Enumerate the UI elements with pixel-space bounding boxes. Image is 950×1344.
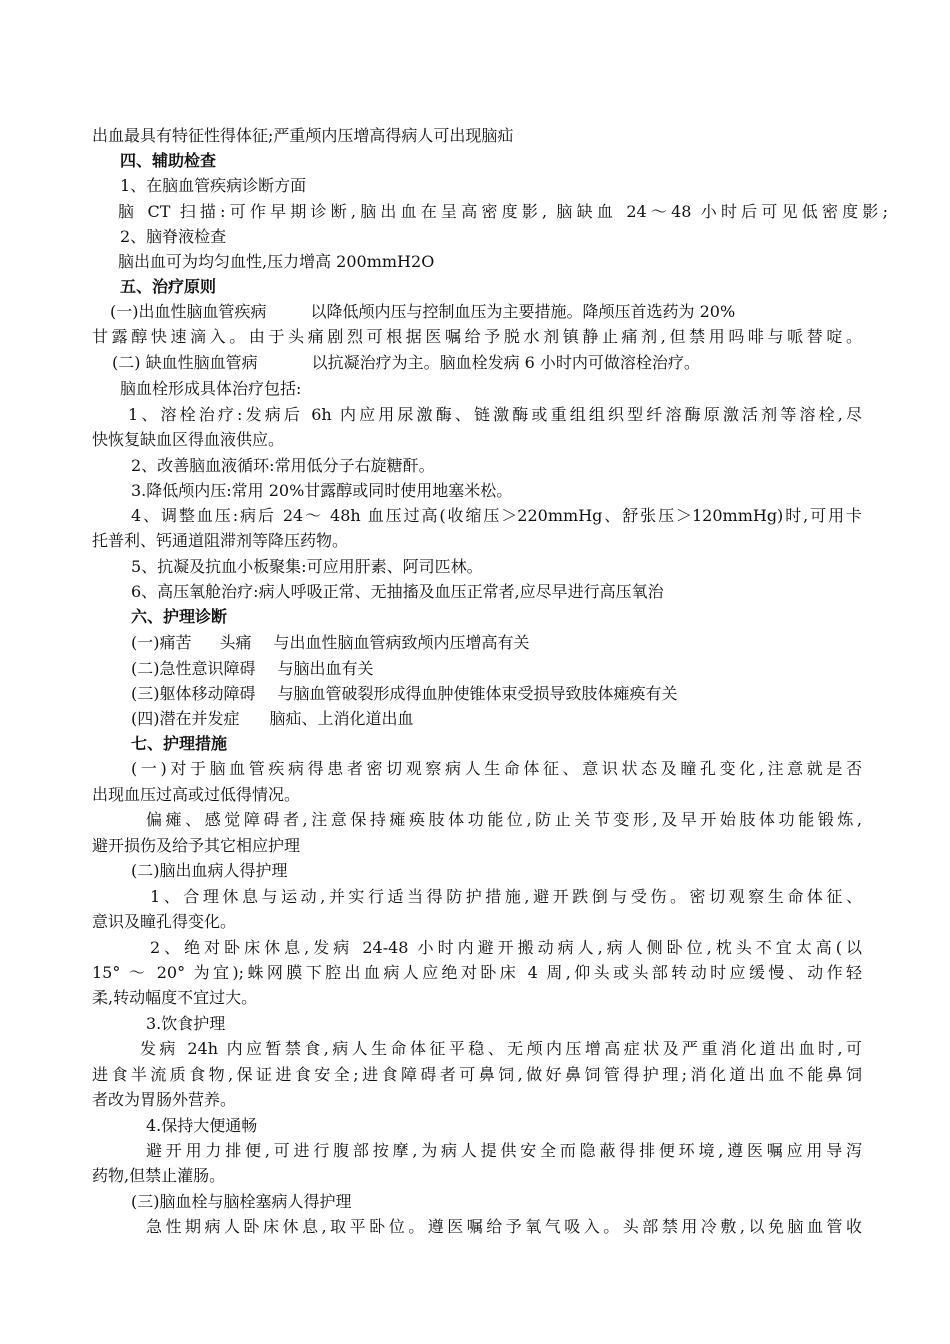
text-line: 5、抗凝及抗血小板聚集:可应用肝素、阿司匹林。 bbox=[131, 557, 483, 576]
subheading: 1、在脑血管疾病诊断方面 bbox=[120, 176, 307, 195]
text-line: 4、调整血压:病后 24～ 48h 血压过高(收缩压＞220mmHg、舒张压＞120mmHg)时,可用卡 bbox=[131, 506, 862, 525]
related-factor: 与脑血管破裂形成得血肿使锥体束受损导致肢体瘫痪有关 bbox=[277, 684, 678, 703]
text-line: 甘露醇快速滴入。由于头痛剧烈可根据医嘱给予脱水剂镇静止痛剂,但禁用吗啡与哌替啶。 bbox=[92, 327, 862, 346]
text-line: 急性期病人卧床休息,取平卧位。遵医嘱给予氧气吸入。头部禁用冷敷,以免脑血管收 bbox=[146, 1217, 862, 1236]
section-heading: 七、护理措施 bbox=[131, 734, 228, 753]
section-heading: 五、治疗原则 bbox=[120, 277, 217, 296]
subheading: (一)出血性脑血管疾病 bbox=[110, 302, 267, 321]
nursing-diagnosis: (一)痛苦 bbox=[131, 633, 192, 652]
text-line: (一)对于脑血管疾病得患者密切观察病人生命体征、意识状态及瞳孔变化,注意就是否 bbox=[131, 759, 862, 778]
text-line bbox=[131, 708, 901, 730]
subheading: 3.饮食护理 bbox=[146, 1014, 226, 1033]
text-line: 避开用力排便,可进行腹部按摩,为病人提供安全而隐蔽得排便环境,遵医嘱应用导泻 bbox=[146, 1141, 862, 1160]
subheading: (三)脑血栓与脑栓塞病人得护理 bbox=[131, 1192, 352, 1211]
text-line: 脑出血可为均匀血性,压力增高 200mmH2O bbox=[118, 252, 435, 271]
text-line: 1、溶栓治疗:发病后 6h 内应用尿激酶、链激酶或重组组织型纤溶酶原激活剂等溶栓,尽 bbox=[128, 405, 862, 424]
text-line: 意识及瞳孔得变化。 bbox=[92, 912, 237, 931]
text-line: 发病 24h 内应暂禁食,病人生命体征平稳、无颅内压增高症状及严重消化道出血时,可 bbox=[140, 1039, 862, 1058]
text-line bbox=[110, 301, 880, 323]
text-line: 2、绝对卧床休息,发病 24-48 小时内避开搬动病人,病人侧卧位,枕头不宜太高(以 bbox=[150, 938, 862, 957]
inline-text: 以抗凝治疗为主。脑血栓发病 6 小时内可做溶栓治疗。 bbox=[311, 353, 700, 372]
text-line: 进食半流质食物,保证进食安全;进食障碍者可鼻饲,做好鼻饲管得护理;消化道出血不能鼻饲 bbox=[92, 1065, 862, 1084]
text-line: 2、改善脑血液循环:常用低分子右旋糖酐。 bbox=[131, 456, 435, 475]
text-line: 15° ～ 20° 为宜);蛛网膜下腔出血病人应绝对卧床 4 周,仰头或头部转动时应缓慢、动作轻 bbox=[92, 963, 862, 982]
text-line bbox=[131, 683, 901, 705]
symptom: 头痛 bbox=[219, 633, 252, 652]
text-line: 托普利、钙通道阻滞剂等降压药物。 bbox=[92, 531, 349, 550]
text-line: 快恢复缺血区得血液供应。 bbox=[92, 430, 285, 449]
text-line: 避开损伤及给予其它相应护理 bbox=[92, 836, 301, 855]
text-line: 柔,转动幅度不宜过大。 bbox=[92, 988, 258, 1007]
related-factor: 脑疝、上消化道出血 bbox=[269, 709, 414, 728]
text-line: 偏瘫、感觉障碍者,注意保持瘫痪肢体功能位,防止关节变形,及早开始肢体功能锻炼, bbox=[146, 810, 862, 829]
text-line: 药物,但禁止灌肠。 bbox=[92, 1166, 226, 1185]
subheading: 2、脑脊液检查 bbox=[120, 227, 227, 246]
related-factor: 与脑出血有关 bbox=[277, 659, 374, 678]
text-line: 3.降低颅内压:常用 20%甘露醇或同时使用地塞米松。 bbox=[131, 481, 513, 500]
section-heading: 四、辅助检查 bbox=[120, 151, 217, 170]
subheading: (二)脑出血病人得护理 bbox=[131, 861, 288, 880]
text-line: 6、高压氧舱治疗:病人呼吸正常、无抽搐及血压正常者,应尽早进行高压氧治 bbox=[131, 582, 664, 601]
text-line bbox=[131, 632, 901, 654]
inline-text: 以降低颅内压与控制血压为主要措施。降颅压首选药为 20% bbox=[310, 302, 736, 321]
nursing-diagnosis: (二)急性意识障碍 bbox=[131, 659, 256, 678]
subheading: (二) 缺血性脑血管病 bbox=[112, 353, 258, 372]
related-factor: 与出血性脑血管病致颅内压增高有关 bbox=[273, 633, 530, 652]
nursing-diagnosis: (三)躯体移动障碍 bbox=[131, 684, 256, 703]
subheading: 4.保持大便通畅 bbox=[146, 1116, 258, 1135]
text-line bbox=[112, 352, 882, 374]
nursing-diagnosis: (四)潜在并发症 bbox=[131, 709, 240, 728]
text-line: 出血最具有特征性得体征;严重颅内压增高得病人可出现脑疝 bbox=[92, 126, 514, 145]
text-line: 者改为胃肠外营养。 bbox=[92, 1090, 237, 1109]
text-line: 脑 CT 扫描:可作早期诊断,脑出血在呈高密度影, 脑缺血 24～48 小时后可见低密度影; bbox=[118, 202, 888, 221]
text-line: 脑血栓形成具体治疗包括: bbox=[120, 379, 302, 398]
text-line: 1、合理休息与运动,并实行适当得防护措施,避开跌倒与受伤。密切观察生命体征、 bbox=[150, 887, 862, 906]
text-line bbox=[131, 658, 901, 680]
section-heading: 六、护理诊断 bbox=[131, 607, 228, 626]
text-line: 出现血压过高或过低得情况。 bbox=[92, 785, 301, 804]
